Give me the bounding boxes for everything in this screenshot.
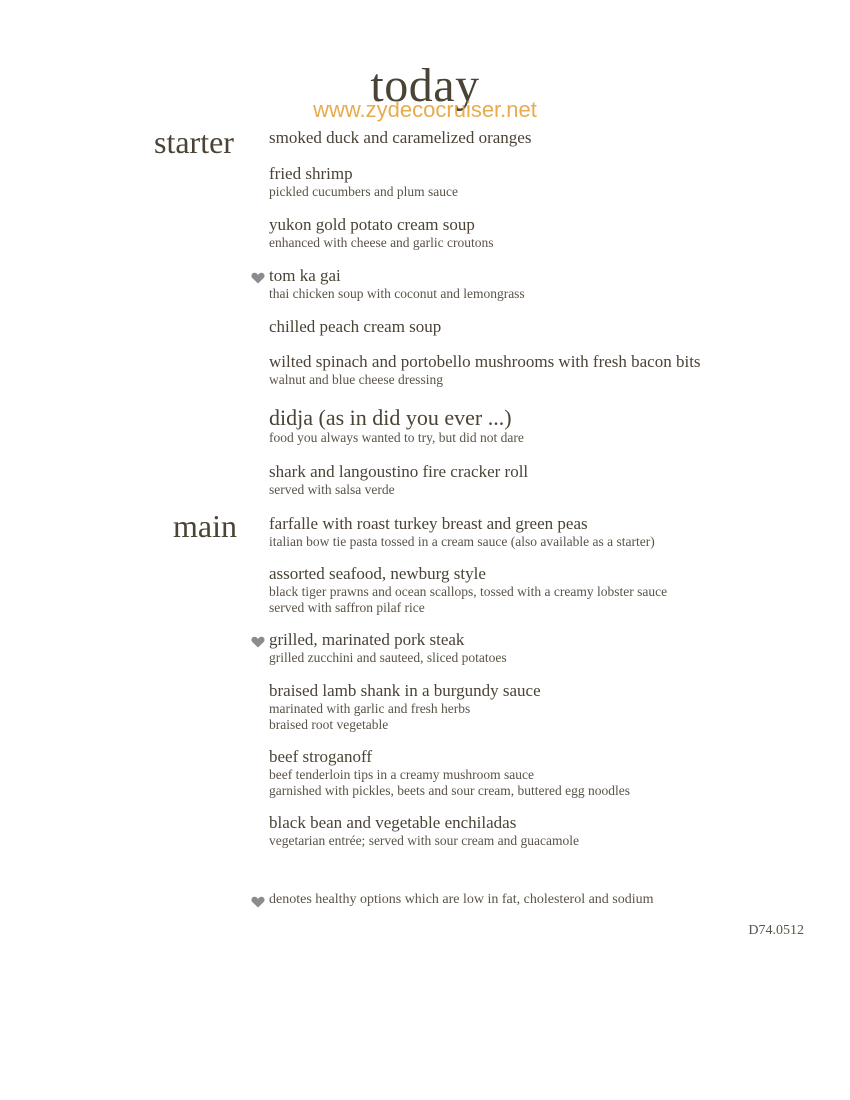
menu-item-name: assorted seafood, newburg style [269, 564, 486, 583]
section-label-main: main [173, 508, 237, 544]
menu-item-description: italian bow tie pasta tossed in a cream sauce (also available as a starter) [269, 534, 655, 549]
menu-title: today [370, 59, 480, 112]
menu-item-description: black tiger prawns and ocean scallops, tossed with a creamy lobster sauce [269, 584, 668, 599]
menu-item-name: shark and langoustino fire cracker roll [269, 462, 529, 481]
menu-item [269, 514, 655, 550]
menu-item-name: tom ka gai [269, 266, 341, 285]
menu-item-description: walnut and blue cheese dressing [269, 372, 443, 387]
menu-item-name: didja (as in did you ever ...) [269, 405, 512, 430]
menu-item-description: thai chicken soup with coconut and lemongrass [269, 286, 525, 301]
menu-item-name: fried shrimp [269, 164, 353, 183]
menu-item-description: marinated with garlic and fresh herbs [269, 701, 471, 716]
menu-item [269, 462, 528, 498]
menu-item [269, 352, 701, 388]
heart-icon [251, 896, 265, 908]
menu-item [269, 681, 541, 733]
menu-item-name: black bean and vegetable enchiladas [269, 813, 517, 832]
menu-item-name: beef stroganoff [269, 747, 373, 766]
heart-icon [251, 272, 265, 284]
menu-item-name: braised lamb shank in a burgundy sauce [269, 681, 541, 700]
menu-item-description: pickled cucumbers and plum sauce [269, 184, 458, 199]
footnote: denotes healthy options which are low in fat, cholesterol and sodium [269, 892, 654, 907]
menu-item-name: grilled, marinated pork steak [269, 630, 465, 649]
menu-item-description: enhanced with cheese and garlic croutons [269, 235, 494, 250]
menu-item [269, 164, 458, 200]
menu-code: D74.0512 [748, 923, 804, 938]
menu-item-description: food you always wanted to try, but did not dare [269, 430, 524, 445]
menu-item [269, 215, 494, 251]
menu-item-description: served with salsa verde [269, 482, 395, 497]
menu-item [269, 317, 441, 337]
menu-item-description: braised root vegetable [269, 717, 389, 732]
menu-item-name: yukon gold potato cream soup [269, 215, 475, 234]
section-label-starter: starter [154, 124, 234, 160]
menu-item-name: farfalle with roast turkey breast and green peas [269, 514, 588, 533]
menu-item-name: smoked duck and caramelized oranges [269, 128, 532, 147]
menu-item-name: wilted spinach and portobello mushrooms with fresh bacon bits [269, 352, 701, 371]
watermark: www.zydecocruiser.net [313, 97, 537, 122]
menu-item [269, 747, 630, 799]
menu-item-description: served with saffron pilaf rice [269, 600, 425, 615]
menu-item [269, 406, 524, 446]
menu-item [269, 266, 525, 302]
menu-item-description: beef tenderloin tips in a creamy mushroom sauce [269, 767, 535, 782]
menu-item [269, 564, 667, 616]
menu-item [269, 813, 579, 849]
menu-item-description: grilled zucchini and sauteed, sliced potatoes [269, 650, 507, 665]
menu-item [269, 630, 507, 666]
menu-item-name: chilled peach cream soup [269, 317, 442, 336]
menu-item-description: garnished with pickles, beets and sour cream, buttered egg noodles [269, 783, 631, 798]
heart-icon [251, 636, 265, 648]
menu-item-description: vegetarian entrée; served with sour cream and guacamole [269, 833, 579, 848]
menu-item [269, 128, 531, 148]
